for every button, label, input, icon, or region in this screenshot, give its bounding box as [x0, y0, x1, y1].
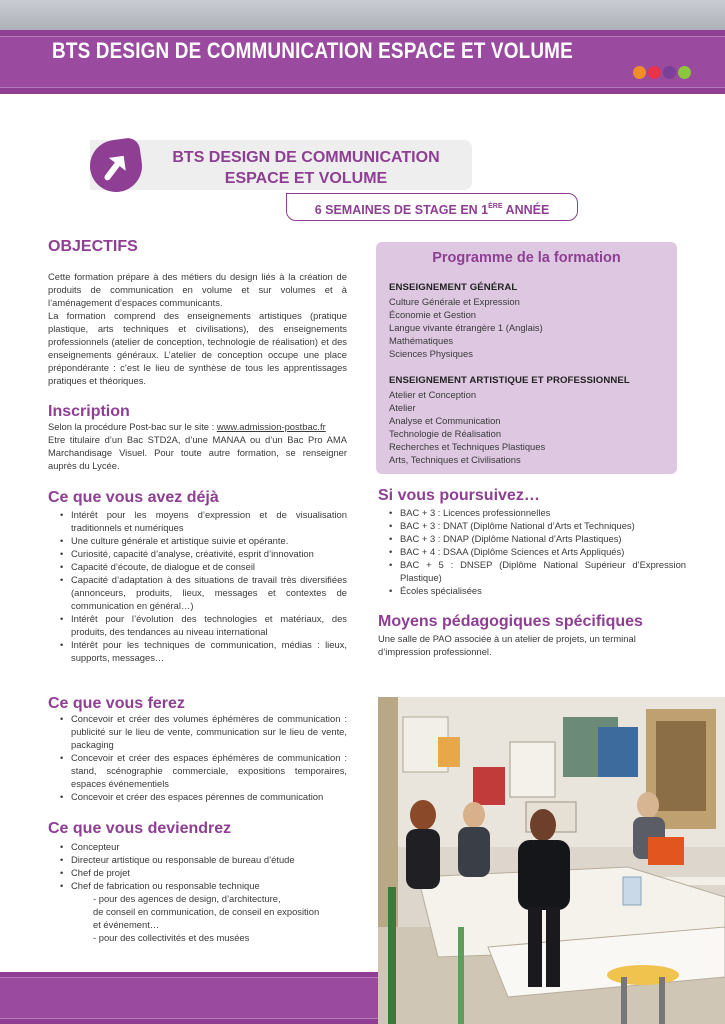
admission-postbac-link[interactable]: www.admission-postbac.fr	[216, 421, 326, 432]
avez-list	[57, 508, 347, 664]
list-item: Atelier	[389, 402, 416, 413]
stage-suffix: ANNÉE	[502, 203, 550, 217]
poursuivez-title: Si vous poursuivez…	[378, 487, 540, 504]
list-item: • Chef de fabrication ou responsable technique	[57, 879, 357, 892]
list-item: • Écoles spécialisées	[386, 584, 686, 597]
programme-title: Programme de la formation	[432, 250, 621, 266]
list-item: • Intérêt pour les techniques de communication, médias : lieux, supports, messages…	[57, 638, 347, 664]
ferez-title: Ce que vous ferez	[48, 695, 185, 712]
list-item: • BAC + 5 : DNSEP (Diplôme National Supérieur d’Expression Plastique)	[386, 558, 686, 584]
list-item: • Capacité d’adaptation à des situations de travail très diversifiées (annonceurs, produits, lieux, messages et contextes de communication en général…)	[57, 573, 347, 612]
list-item: Analyse et Communication	[389, 415, 501, 426]
list-item: Économie et Gestion	[389, 309, 477, 320]
stage-badge	[286, 193, 578, 221]
list-item: • BAC + 3 : Licences professionnelles	[386, 506, 686, 519]
list-item: • Capacité d’écoute, de dialogue et de conseil	[57, 560, 347, 573]
list-item: • Concevoir et créer des espaces éphémères de communication : stand, scénographie commerciale, expositions temporaires, espaces événementiels	[57, 751, 347, 790]
objectifs-paragraph2: La formation comprend des enseignements artistiques (pratique plastique, arts techniques et civilisations), des enseignements professionnels (atelier de conception, technologie de réalisation) et des enseignements généraux. L’atelier de conception occupe une place prépondérante : c’est le lieu de synthèse de tous les apprentissages pratiques et théoriques.	[48, 310, 347, 386]
list-item: de conseil en communication, de conseil en exposition	[93, 906, 320, 917]
dot-orange	[633, 66, 646, 79]
list-item: • Chef de projet	[57, 866, 357, 879]
list-item: • Concevoir et créer des volumes éphémères de communication : publicité sur le lieu de vente, communication sur le lieu de vente, packaging	[57, 712, 347, 751]
header-title: BTS DESIGN DE COMMUNICATION ESPACE ET VOLUME	[52, 38, 573, 63]
stage-prefix: 6 SEMAINES DE STAGE EN 1	[314, 203, 489, 217]
list-item: Culture Générale et Expression	[389, 296, 520, 307]
list-item: Technologie de Réalisation	[389, 428, 502, 439]
poursuivez-list	[386, 506, 686, 597]
objectifs-text	[48, 270, 347, 387]
inscription-title: Inscription	[48, 403, 130, 420]
formation-title-line1: BTS DESIGN DE COMMUNICATION	[172, 149, 440, 166]
formation-title	[146, 147, 466, 189]
list-item: • Intérêt pour les moyens d’expression et de visualisation traditionnels et numériques	[57, 508, 347, 534]
bottom-band	[0, 972, 378, 1024]
artistic-list	[389, 388, 545, 466]
dot-green	[678, 66, 691, 79]
list-item: • Directeur artistique ou responsable de bureau d’étude	[57, 853, 357, 866]
general-heading: ENSEIGNEMENT GÉNÉRAL	[389, 282, 518, 293]
deviendrez-block	[57, 840, 357, 944]
classroom-illustration	[378, 697, 725, 1024]
arrow-up-right-icon	[98, 148, 134, 184]
objectifs-title: OBJECTIFS	[48, 238, 138, 255]
inscription-text	[48, 420, 347, 472]
deviendrez-title: Ce que vous deviendrez	[48, 820, 232, 837]
avez-title: Ce que vous avez déjà	[48, 489, 219, 506]
dot-purple	[663, 66, 676, 79]
list-item: Arts, Techniques et Civilisations	[389, 454, 521, 465]
artistic-heading: ENSEIGNEMENT ARTISTIQUE ET PROFESSIONNEL	[389, 375, 630, 386]
list-item: Mathématiques	[389, 335, 454, 346]
list-item: • Concepteur	[57, 840, 357, 853]
list-item: - pour des agences de design, d’architecture,	[93, 893, 281, 904]
deviendrez-sub-lines	[57, 892, 357, 944]
list-item: Recherches et Techniques Plastiques	[389, 441, 546, 452]
list-item: • BAC + 3 : DNAP (Diplôme National d’Arts Plastiques)	[386, 532, 686, 545]
ferez-list	[57, 712, 347, 803]
formation-title-line2: ESPACE ET VOLUME	[224, 170, 388, 187]
list-item: • Concevoir et créer des espaces pérennes de communication	[57, 790, 347, 803]
deviendrez-list	[57, 840, 357, 892]
list-item: Atelier et Conception	[389, 389, 477, 400]
list-item: • BAC + 3 : DNAT (Diplôme National d’Arts et Techniques)	[386, 519, 686, 532]
list-item: et événement…	[93, 919, 160, 930]
list-item: • BAC + 4 : DSAA (Diplôme Sciences et Arts Appliqués)	[386, 545, 686, 558]
header-band	[0, 30, 725, 94]
general-list	[389, 295, 543, 360]
objectifs-paragraph1: Cette formation prépare à des métiers du design liés à la création de produits de communication en volume et sur volumes et à l’aménagement d’espaces communicants.	[48, 271, 347, 308]
inscription-requirements: Etre titulaire d’un Bac STD2A, d’une MANAA ou d’un Bac Pro AMA Marchandisage Visuel. Pour toute autre formation, se renseigner auprès du Lycée.	[48, 434, 347, 471]
moyens-text: Une salle de PAO associée à un atelier de projets, un terminal d’impression professionnel.	[378, 633, 636, 657]
color-dots	[633, 66, 691, 79]
inscription-intro: Selon la procédure Post-bac sur le site :	[48, 421, 217, 432]
moyens-title: Moyens pédagogiques spécifiques	[378, 613, 643, 630]
stage-sup: ÈRE	[488, 203, 503, 210]
list-item: • Intérêt pour l’évolution des technologies et matériaux, des produits, des tendances au niveau international	[57, 612, 347, 638]
classroom-photo	[378, 697, 725, 1024]
list-item: - pour des collectivités et des musées	[93, 932, 250, 943]
dot-red	[648, 66, 661, 79]
list-item: • Une culture générale et artistique suivie et opérante.	[57, 534, 347, 547]
list-item: Langue vivante étrangère 1 (Anglais)	[389, 322, 543, 333]
list-item: • Curiosité, capacité d’analyse, créativité, esprit d’innovation	[57, 547, 347, 560]
list-item: Sciences Physiques	[389, 348, 473, 359]
